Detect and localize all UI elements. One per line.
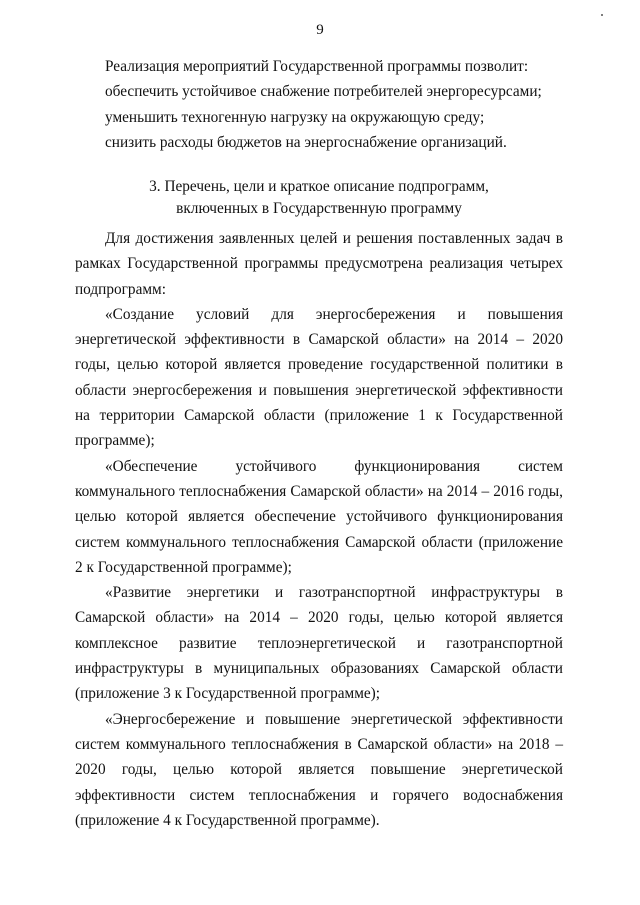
paragraph: «Обеспечение устойчивого функционирования систем коммунального теплоснабжения Самарской области» на 2014 – 2016 годы, целью которой является обеспечение устойчивого функционирования систем коммунального теплоснабжения Самарской области (приложение 2 к Государственной программе); (75, 457, 563, 576)
section-heading-line: 3. Перечень, цели и краткое описание подпрограмм, (149, 178, 489, 195)
intro-line: уменьшить техногенную нагрузку на окружающую среду; (105, 108, 485, 126)
intro-line: снизить расходы бюджетов на энергоснабжение организаций. (105, 133, 507, 151)
paragraph: Для достижения заявленных целей и решения поставленных задач в рамках Государственной программы предусмотрена реализация четырех подпрограмм: (75, 230, 563, 298)
body-text (75, 226, 563, 833)
page-number: 9 (316, 22, 324, 38)
section-heading-line: включенных в Государственную программу (176, 200, 462, 217)
intro-block (75, 54, 563, 155)
scan-mark (601, 14, 603, 16)
paragraph: «Развитие энергетики и газотранспортной инфраструктуры в Самарской области» на 2014 – 2020 годы, целью которой является комплексное развитие теплоэнергетической и газотранспортной инфраструктуры в муниципальных образованиях Самарской области (приложение 3 к Государственной программе); (75, 584, 563, 703)
section-heading (75, 176, 563, 220)
intro-line: обеспечить устойчивое снабжение потребителей энергоресурсами; (105, 83, 542, 101)
paragraph: «Энергосбережение и повышение энергетической эффективности систем коммунального теплоснабжения в Самарской области» на 2018 – 2020 годы, целью которой является повышение энергетической эффективности систем теплоснабжения и горячего водоснабжения (приложение 4 к Государственной программе). (75, 710, 563, 829)
paragraph: «Создание условий для энергосбережения и повышения энергетической эффективности в Самарской области» на 2014 – 2020 годы, целью которой является проведение государственной политики в области энергосбережения и повышения энергетической эффективности на территории Самарской области (приложение 1 к Государственной программе); (75, 305, 563, 450)
intro-line: Реализация мероприятий Государственной программы позволит: (105, 58, 529, 75)
